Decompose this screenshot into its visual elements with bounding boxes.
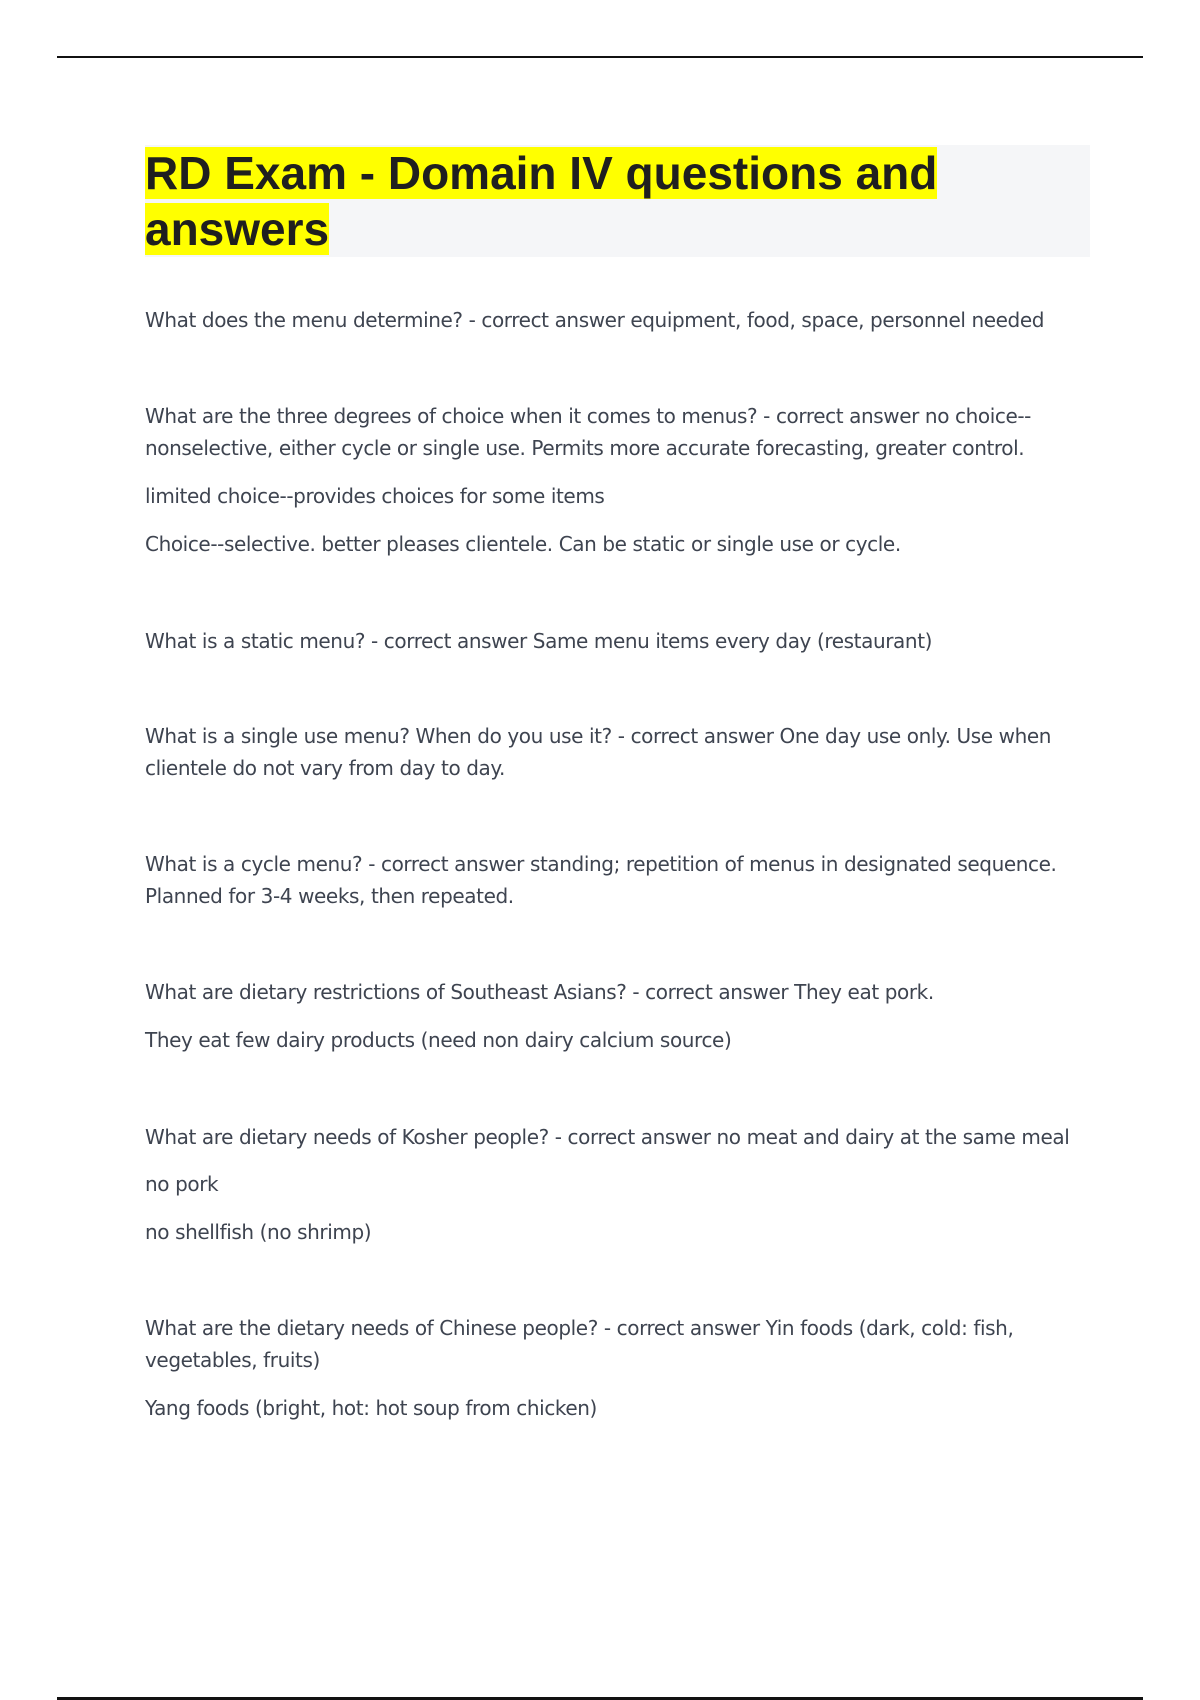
qa-line: What is a static menu? - correct answer Same menu items every day (restaurant) bbox=[145, 629, 933, 653]
qa-line: What are the dietary needs of Chinese people? - correct answer Yin foods (dark, cold: fish, bbox=[145, 1316, 1014, 1340]
qa-extra-line: Choice--selective. better pleases clientele. Can be static or single use or cycle. bbox=[145, 532, 901, 556]
qa-item-southeast-asians bbox=[145, 976, 1095, 1008]
qa-item-static-menu bbox=[145, 625, 1095, 657]
qa-extra-paragraph bbox=[145, 528, 1095, 560]
qa-item-chinese bbox=[145, 1312, 1095, 1376]
qa-extra-paragraph bbox=[145, 1168, 1095, 1200]
qa-item-degrees-of-choice bbox=[145, 400, 1095, 464]
qa-line: What is a cycle menu? - correct answer standing; repetition of menus in designated sequence. bbox=[145, 852, 1057, 876]
qa-line: What are the three degrees of choice when it comes to menus? - correct answer no choice-- bbox=[145, 404, 1031, 428]
qa-item-single-use-menu bbox=[145, 720, 1095, 784]
qa-item-menu-determine bbox=[145, 304, 1095, 336]
qa-line: Planned for 3-4 weeks, then repeated. bbox=[145, 884, 514, 908]
qa-extra-paragraph bbox=[145, 1392, 1095, 1424]
qa-line: clientele do not vary from day to day. bbox=[145, 756, 505, 780]
qa-extra-paragraph bbox=[145, 1216, 1095, 1248]
qa-extra-line: limited choice--provides choices for some items bbox=[145, 484, 605, 508]
qa-line: vegetables, fruits) bbox=[145, 1348, 320, 1372]
qa-extra-line: They eat few dairy products (need non dairy calcium source) bbox=[145, 1028, 732, 1052]
qa-line: nonselective, either cycle or single use. Permits more accurate forecasting, greater control. bbox=[145, 436, 1025, 460]
qa-extra-paragraph bbox=[145, 480, 1095, 512]
qa-extra-line: no shellfish (no shrimp) bbox=[145, 1220, 372, 1244]
qa-item-cycle-menu bbox=[145, 848, 1095, 912]
page-title bbox=[145, 145, 1090, 257]
qa-item-kosher bbox=[145, 1121, 1095, 1153]
qa-extra-line: no pork bbox=[145, 1172, 219, 1196]
qa-extra-paragraph bbox=[145, 1024, 1095, 1056]
qa-line: What are dietary needs of Kosher people? - correct answer no meat and dairy at the same meal bbox=[145, 1125, 1070, 1149]
top-rule bbox=[57, 56, 1143, 58]
title-line-2: answers bbox=[145, 203, 330, 255]
qa-line: What is a single use menu? When do you use it? - correct answer One day use only. Use when bbox=[145, 724, 1052, 748]
qa-line: What does the menu determine? - correct answer equipment, food, space, personnel needed bbox=[145, 308, 1045, 332]
title-block bbox=[145, 145, 1090, 257]
title-line-1: RD Exam - Domain IV questions and bbox=[145, 147, 938, 199]
qa-extra-line: Yang foods (bright, hot: hot soup from chicken) bbox=[145, 1396, 597, 1420]
qa-line: What are dietary restrictions of Southeast Asians? - correct answer They eat pork. bbox=[145, 980, 934, 1004]
